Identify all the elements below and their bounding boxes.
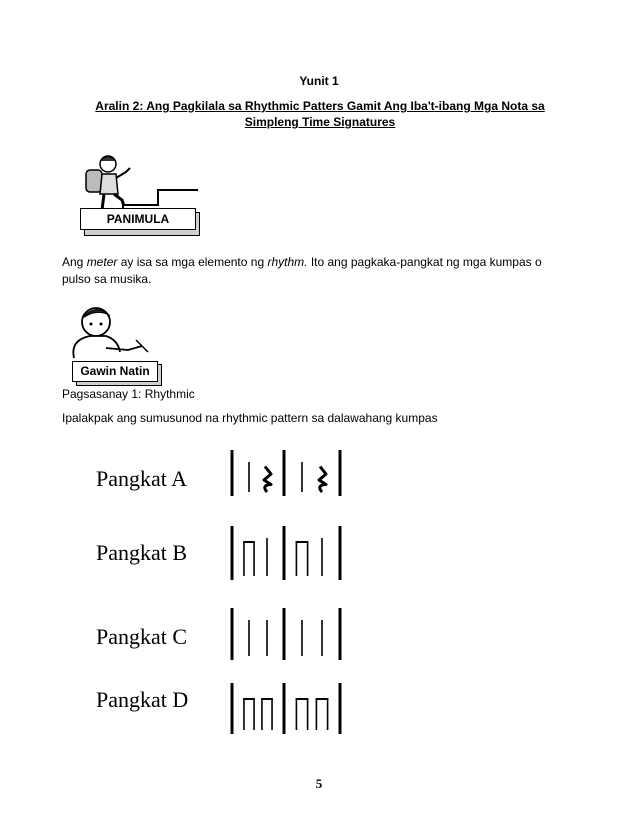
panimula-text-end: Ito ang pagkaka-pangkat ng mga kumpas o pulso sa musika. — [62, 255, 542, 286]
unit-title: Yunit 1 — [299, 74, 339, 88]
quarter-rest — [319, 467, 326, 493]
group-label-c: Pangkat C — [96, 624, 188, 649]
exercise-instruction: Ipalakpak ang sumusunod na rhythmic pattern sa dalawahang kumpas — [62, 411, 438, 425]
gawin-natin-badge: Gawin Natin — [72, 361, 158, 382]
lesson-title: Aralin 2: Ang Pagkilala sa Rhythmic Patters Gamit Ang Iba't-ibang Mga Nota sa Simpleng Time Signatures — [95, 99, 545, 129]
group-label-a: Pangkat A — [96, 466, 188, 491]
quarter-rest — [264, 467, 271, 493]
group-label-d: Pangkat D — [96, 687, 189, 712]
panimula-text-start: Ang — [62, 255, 87, 269]
group-label-b: Pangkat B — [96, 540, 188, 565]
meter-term: meter — [86, 255, 118, 269]
panimula-text-mid: ay isa sa mga elemento ng — [117, 255, 268, 269]
panimula-badge: PANIMULA — [80, 208, 196, 230]
rhythm-term: rhythm. — [267, 255, 308, 269]
page-number: 5 — [315, 776, 323, 791]
exercise-title: Pagsasanay 1: Rhythmic — [62, 387, 195, 401]
